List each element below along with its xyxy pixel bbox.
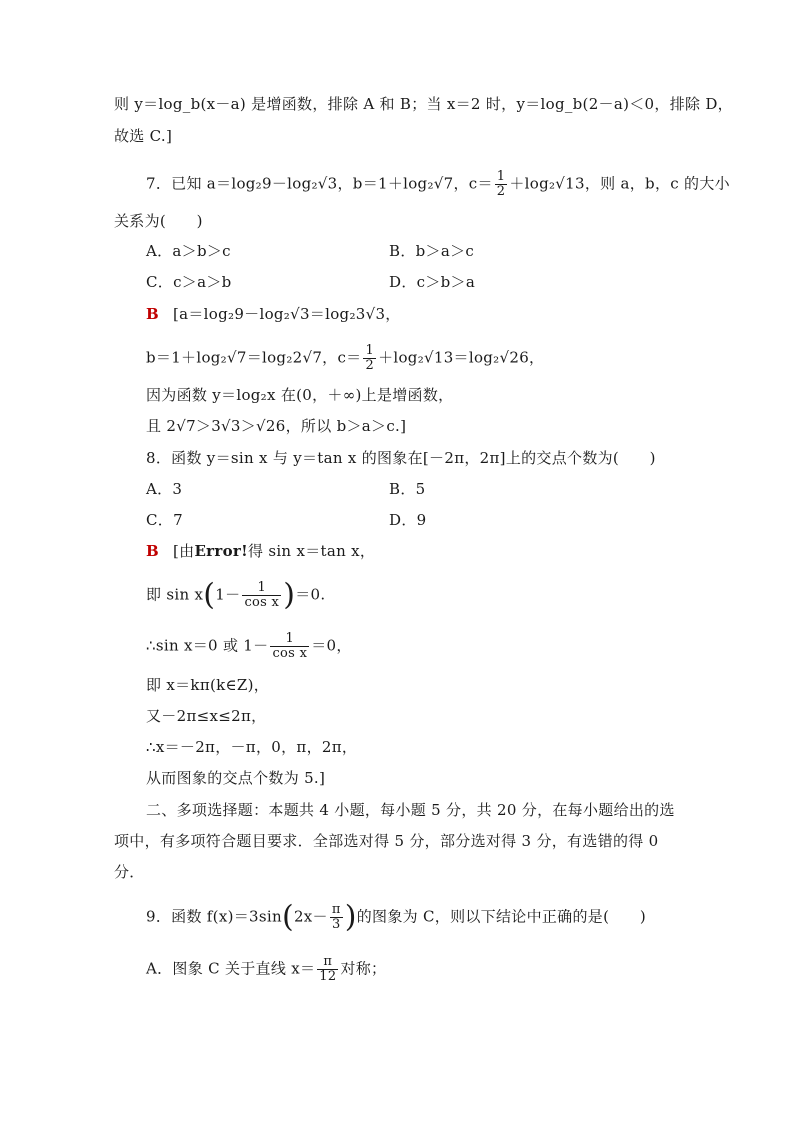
q8-solution-3-fraction — [270, 632, 309, 661]
q8-sol2-frac-den: cos x — [244, 595, 280, 610]
q8-option-a: A．3 — [146, 480, 183, 498]
section2-line-2: 项中，有多项符合题目要求．全部选对得 5 分，部分选对得 3 分，有选错的得 0 — [114, 832, 659, 850]
q7-stem — [146, 170, 730, 199]
q7-option-b: B．b＞a＞c — [389, 242, 475, 260]
q8-solution-2-part-a: 即 sin x — [146, 585, 204, 604]
q7-sol-frac-den: 2 — [365, 358, 375, 373]
q8-option-c: C．7 — [146, 511, 183, 529]
q7-answer: B — [146, 305, 159, 323]
q7-solution-fraction — [363, 344, 376, 373]
intro-line-1: 则 y＝log_b(x－a) 是增函数，排除 A 和 B；当 x＝2 时，y＝log_b(2－a)＜0，排除 D， — [114, 95, 733, 113]
q8-solution-7: 从而图象的交点个数为 5.] — [146, 769, 326, 787]
q7-stem-frac-den: 2 — [496, 184, 506, 199]
q8-solution-5: 又－2π≤x≤2π， — [146, 707, 267, 725]
q9-stem-part-b: 的图象为 C，则以下结论中正确的是( ) — [356, 907, 646, 926]
q9-option-a-prefix: A．图象 C 关于直线 x＝ — [146, 959, 316, 978]
q7-solution-3: 因为函数 y＝log₂x 在(0，＋∞)上是增函数， — [146, 386, 454, 404]
q8-option-b: B．5 — [389, 480, 426, 498]
q7-option-a: A．a＞b＞c — [146, 242, 231, 260]
q7-solution-2-part-a: b＝1＋log₂√7＝log₂2√7，c＝ — [146, 348, 362, 367]
q7-solution-2 — [146, 344, 544, 373]
q8-sol3-frac-den: cos x — [272, 646, 308, 661]
q8-stem: 8．函数 y＝sin x 与 y＝tan x 的图象在[－2π，2π]上的交点个数为( ) — [146, 449, 656, 467]
q7-stem-part-a: 7．已知 a＝log₂9－log₂√3，b＝1＋log₂√7，c＝ — [146, 174, 493, 193]
q8-answer: B — [146, 542, 159, 560]
q7-stem-frac-num: 1 — [496, 169, 506, 184]
q9-opt-a-frac-num: π — [317, 955, 338, 970]
q9-stem-frac-den: 3 — [332, 917, 341, 932]
q8-solution-6: ∴x＝－2π，－π，0，π，2π， — [146, 738, 358, 756]
q7-solution-1 — [146, 304, 401, 324]
q7-stem-fraction — [495, 170, 508, 199]
q8-solution-2-fraction — [242, 581, 281, 610]
q8-sol3-frac-num: 1 — [270, 632, 309, 647]
section2-line-3: 分． — [114, 863, 145, 881]
q7-stem-line-2: 关系为( ) — [114, 212, 203, 230]
q8-solution-1-suffix: 得 sin x＝tan x， — [247, 542, 376, 560]
q8-solution-3 — [146, 632, 352, 661]
q8-solution-2-inner: 1－ — [215, 585, 241, 604]
left-paren: ( — [203, 577, 216, 613]
q9-stem-part-a: 9．函数 f(x)＝3sin — [146, 907, 282, 926]
q8-solution-3-part-a: ∴sin x＝0 或 1－ — [146, 636, 269, 655]
q8-solution-2 — [146, 577, 326, 613]
q7-solution-4: 且 2√7＞3√3＞√26，所以 b＞a＞c.] — [146, 417, 407, 435]
q7-option-c: C．c＞a＞b — [146, 273, 232, 291]
q8-option-d: D．9 — [389, 511, 427, 529]
q8-solution-4: 即 x＝kπ(k∈Z)， — [146, 676, 270, 694]
q8-solution-3-part-b: ＝0， — [311, 636, 352, 655]
left-paren: ( — [281, 899, 294, 935]
q9-stem — [146, 899, 646, 935]
q7-option-d: D．c＞b＞a — [389, 273, 476, 291]
intro-line-2: 故选 C.] — [114, 127, 173, 145]
right-paren: ) — [283, 577, 296, 613]
q7-sol-frac-num: 1 — [365, 343, 375, 358]
q9-option-a-suffix: 对称； — [340, 959, 387, 978]
q7-stem-part-b: ＋log₂√13，则 a，b，c 的大小 — [509, 174, 730, 193]
q8-solution-1-prefix: [由 — [172, 542, 195, 560]
q9-stem-fraction — [330, 903, 343, 932]
q7-solution-2-part-b: ＋log₂√13＝log₂√26， — [378, 348, 545, 367]
q9-stem-frac-num: π — [331, 902, 341, 917]
q9-stem-inner: 2x－ — [293, 907, 328, 926]
q9-option-a-fraction — [317, 955, 338, 984]
q8-sol2-frac-num: 1 — [242, 581, 281, 596]
q7-solution-1-text: [a＝log₂9－log₂√3＝log₂3√3， — [172, 305, 401, 323]
q9-option-a — [146, 955, 386, 984]
q9-opt-a-frac-den: 12 — [319, 969, 337, 984]
q8-solution-2-part-b: ＝0. — [295, 585, 326, 604]
right-paren: ) — [344, 899, 357, 935]
q8-solution-1 — [146, 541, 375, 561]
q8-error-text: Error! — [194, 542, 248, 560]
section2-line-1: 二、多项选择题：本题共 4 小题，每小题 5 分，共 20 分，在每小题给出的选 — [146, 801, 675, 819]
